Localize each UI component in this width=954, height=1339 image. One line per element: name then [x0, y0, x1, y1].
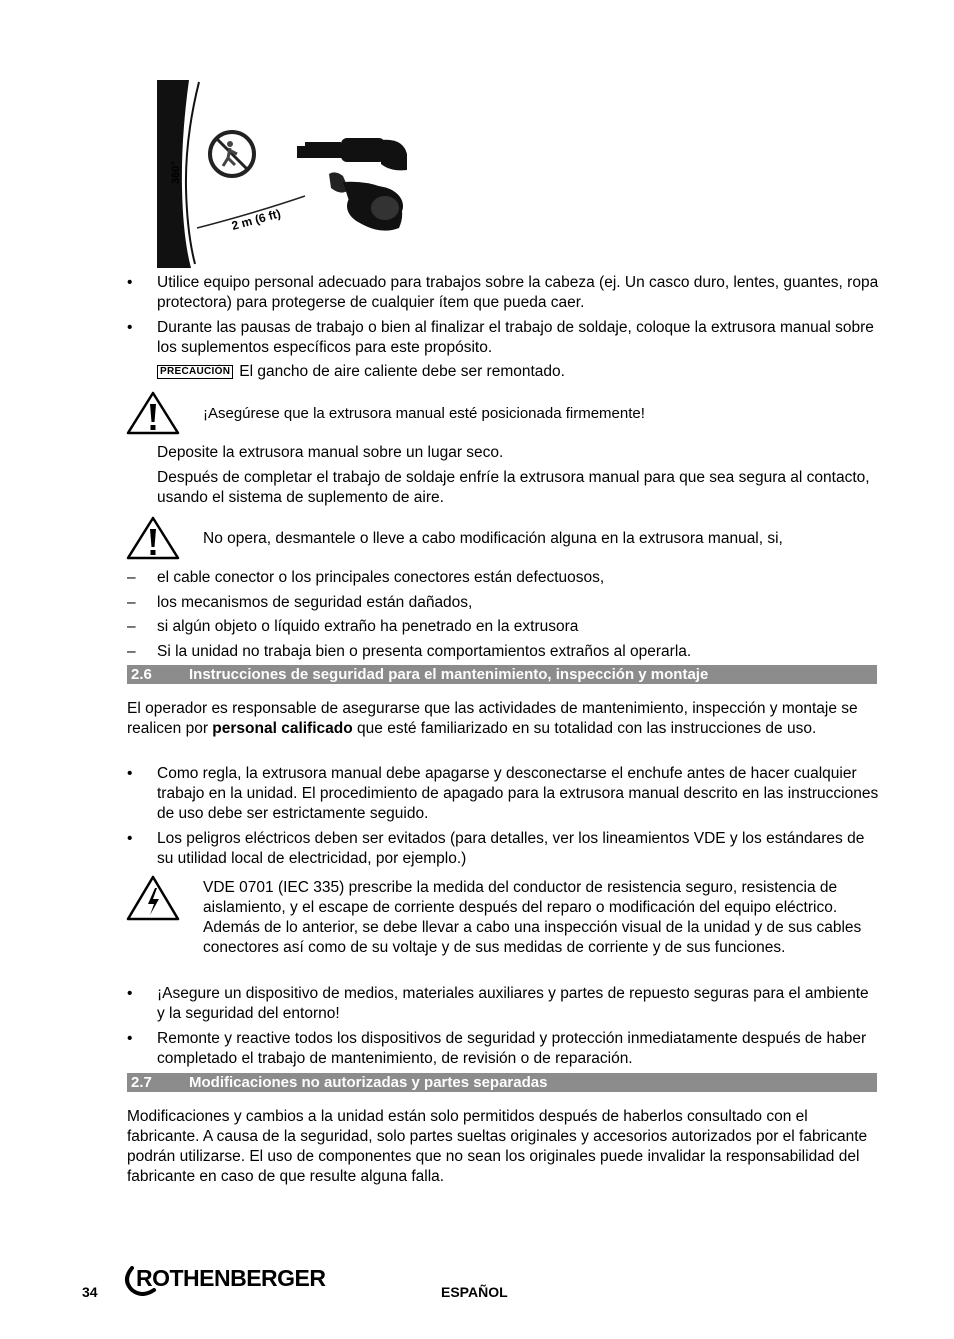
angle-label: 360°: [170, 161, 182, 184]
bullet-marker: •: [127, 274, 133, 291]
dash-marker: –: [127, 594, 136, 611]
list-item: Los peligros eléctricos deben ser evitados (para detalles, ver los lineamientos VDE y los estándares de su utilidad local de electricidad, por ejemplo.): [157, 830, 865, 867]
dash-marker: –: [127, 569, 136, 586]
list-item: ¡Asegure un dispositivo de medios, materiales auxiliares y partes de repuesto seguras para el ambiente y la seguridad del entorno!: [157, 985, 869, 1022]
bullet-marker: •: [127, 1030, 133, 1047]
list-item: Durante las pausas de trabajo o bien al finalizar el trabajo de soldaje, coloque la extrusora manual sobre los suplementos específicos para este propósito.: [157, 319, 874, 356]
paragraph: Modificaciones y cambios a la unidad están solo permitidos después de haberlos consultado con el fabricante. A causa de la seguridad, solo partes sueltas originales y accesorios autorizados por el fabricante podrán utilizarse. El uso de componentes que no sean los originales puede invalidar la responsabilidad del fabricante en caso de que resulte alguna falla.: [127, 1108, 868, 1185]
section-title: Instrucciones de seguridad para el mantenimiento, inspección y montaje: [189, 666, 709, 683]
extruder-hands-icon: [297, 138, 407, 231]
list-item: Como regla, la extrusora manual debe apagarse y desconectarse el enchufe antes de hacer cualquier trabajo en la unidad. El procedimiento de apagado para la extrusora manual descrito en las instrucciones de uso debe ser estrictamente seguido.: [157, 765, 879, 822]
overhead-work-illustration: [155, 78, 410, 270]
list-item: Remonte y reactive todos los dispositivos de seguridad y protección inmediatamente después de haber completado el trabajo de mantenimiento, de revisión o de reparación.: [157, 1030, 867, 1067]
text-run: que esté familiarizado en su totalidad con las instrucciones de uso.: [352, 720, 817, 737]
precaution-line: [157, 362, 879, 382]
bold-text: personal calificado: [212, 720, 353, 737]
distance-label: 2 m (6 ft): [230, 206, 283, 233]
section-number: 2.7: [131, 1074, 152, 1091]
paragraph: Deposite la extrusora manual sobre un lugar seco.: [157, 444, 504, 461]
bullet-marker: •: [127, 765, 133, 782]
list-item: Si la unidad no trabaja bien o presenta comportamientos extraños al operarla.: [157, 643, 692, 660]
electrical-hazard-icon: [125, 874, 181, 928]
warning-text: ¡Asegúrese que la extrusora manual esté posicionada firmemente!: [203, 405, 645, 422]
page-number: 34: [82, 1284, 98, 1300]
bullet-marker: •: [127, 319, 133, 336]
bullet-marker: •: [127, 830, 133, 847]
bullet-marker: •: [127, 985, 133, 1002]
brand-name: ROTHENBERGER: [136, 1265, 326, 1291]
paragraph: [127, 699, 879, 739]
brand-logo: [124, 1262, 364, 1296]
language-label: ESPAÑOL: [441, 1284, 508, 1300]
text-run: El operador es responsable de asegurarse que las actividades de mantenimiento, inspección y montaje se realicen por: [127, 700, 858, 737]
section-number: 2.6: [131, 666, 152, 683]
dash-marker: –: [127, 643, 136, 660]
list-item: si algún objeto o líquido extraño ha penetrado en la extrusora: [157, 618, 579, 635]
dash-marker: –: [127, 618, 136, 635]
warning-text: No opera, desmantele o lleve a cabo modificación alguna en la extrusora manual, si,: [203, 530, 783, 547]
list-item: el cable conector o los principales conectores están defectuosos,: [157, 569, 605, 586]
section-heading: [127, 1073, 877, 1092]
precaution-text: El gancho de aire caliente debe ser remontado.: [239, 363, 565, 380]
paragraph: Después de completar el trabajo de soldaje enfríe la extrusora manual para que sea segura al contacto, usando el sistema de suplemento de aire.: [157, 469, 870, 506]
safety-zone-figure: [155, 78, 410, 270]
warning-text: VDE 0701 (IEC 335) prescribe la medida del conductor de resistencia seguro, resistencia de aislamiento, y el escape de corriente después del reparo o modificación del equipo eléctrico. Además de lo anterior, se debe llevar a cabo una inspección visual de la unidad y de sus cables conectores así como de su voltaje y de sus medidas de corriente y de sus funciones.: [203, 879, 862, 956]
section-title: Modificaciones no autorizadas y partes separadas: [189, 1074, 548, 1091]
section-heading: [127, 665, 877, 684]
list-item: los mecanismos de seguridad están dañados,: [157, 594, 473, 611]
warning-triangle-icon: [125, 390, 181, 442]
list-item: Utilice equipo personal adecuado para trabajos sobre la cabeza (ej. Un casco duro, lentes, guantes, ropa protectora) para protegerse de cualquier ítem que pueda caer.: [157, 274, 879, 311]
warning-triangle-icon: [125, 515, 181, 567]
precaution-label: PRECAUCIÓN: [157, 365, 233, 379]
